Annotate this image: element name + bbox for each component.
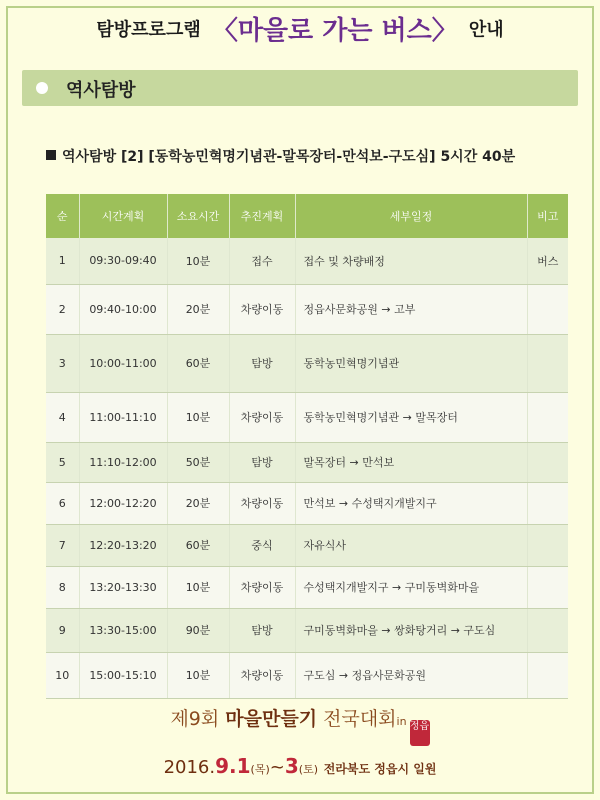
- table-row: [46, 392, 568, 442]
- header-cell-time: 시간계획: [79, 194, 167, 238]
- cell-duration: 10분: [167, 238, 229, 284]
- section-bar: [22, 70, 578, 106]
- table-row: [46, 442, 568, 482]
- section-title: 역사탐방: [66, 80, 136, 101]
- header-cell-plan: 추진계획: [229, 194, 295, 238]
- cell-note: [527, 482, 568, 524]
- city-seal-logo: 정읍: [410, 720, 430, 746]
- cell-no: 1: [46, 238, 79, 284]
- cell-note: [527, 652, 568, 698]
- event-footer: [0, 704, 600, 778]
- cell-no: 9: [46, 608, 79, 652]
- event-day-end: (토): [298, 763, 318, 776]
- cell-duration: 10분: [167, 392, 229, 442]
- cell-no: 4: [46, 392, 79, 442]
- cell-detail: 구미동벽화마을 → 쌍화탕거리 → 구도심: [295, 608, 527, 652]
- event-year: 2016.: [163, 757, 216, 778]
- cell-time: 12:00-12:20: [79, 482, 167, 524]
- cell-detail: 접수 및 차량배정: [295, 238, 527, 284]
- cell-detail: 자유식사: [295, 524, 527, 566]
- cell-duration: 20분: [167, 284, 229, 334]
- cell-no: 10: [46, 652, 79, 698]
- page-title: 〈마을로 가는 버스〉: [211, 16, 458, 46]
- cell-time: 09:30-09:40: [79, 238, 167, 284]
- table-row: [46, 566, 568, 608]
- cell-plan: 접수: [229, 238, 295, 284]
- table-row: [46, 284, 568, 334]
- event-date-start: 9.1: [215, 754, 251, 778]
- table-row: [46, 608, 568, 652]
- cell-duration: 90분: [167, 608, 229, 652]
- header-cell-note: 비고: [527, 194, 568, 238]
- cell-note: [527, 608, 568, 652]
- cell-detail: 만석보 → 수성택지개발지구: [295, 482, 527, 524]
- cell-plan: 차량이동: [229, 482, 295, 524]
- cell-plan: 탐방: [229, 608, 295, 652]
- program-label: 역사탐방 [2] [동학농민혁명기념관-말목장터-만석보-구도심] 5시간 40분: [62, 149, 516, 165]
- cell-plan: 차량이동: [229, 284, 295, 334]
- cell-duration: 20분: [167, 482, 229, 524]
- cell-plan: 탐방: [229, 442, 295, 482]
- cell-no: 6: [46, 482, 79, 524]
- cell-duration: 10분: [167, 652, 229, 698]
- cell-time: 13:20-13:30: [79, 566, 167, 608]
- cell-time: 11:00-11:10: [79, 392, 167, 442]
- cell-no: 5: [46, 442, 79, 482]
- cell-time: 11:10-12:00: [79, 442, 167, 482]
- page-header: [0, 10, 600, 52]
- cell-no: 8: [46, 566, 79, 608]
- cell-detail: 정읍사문화공원 → 고부: [295, 284, 527, 334]
- header-cell-detail: 세부일정: [295, 194, 527, 238]
- table-row: [46, 652, 568, 698]
- cell-plan: 탐방: [229, 334, 295, 392]
- cell-time: 13:30-15:00: [79, 608, 167, 652]
- cell-note: 버스: [527, 238, 568, 284]
- header-prefix: 탐방프로그램: [96, 19, 201, 41]
- cell-note: [527, 566, 568, 608]
- cell-note: [527, 392, 568, 442]
- cell-plan: 차량이동: [229, 566, 295, 608]
- event-title: [0, 704, 600, 746]
- cell-no: 7: [46, 524, 79, 566]
- cell-detail: 수성택지개발지구 → 구미동벽화마을: [295, 566, 527, 608]
- cell-time: 10:00-11:00: [79, 334, 167, 392]
- event-date: [0, 754, 600, 778]
- cell-detail: 동학농민혁명기념관: [295, 334, 527, 392]
- cell-plan: 차량이동: [229, 392, 295, 442]
- cell-duration: 50분: [167, 442, 229, 482]
- program-label-row: [46, 146, 515, 166]
- header-suffix: 안내: [468, 19, 504, 41]
- event-date-end: 3: [284, 754, 299, 778]
- table-row: [46, 238, 568, 284]
- cell-note: [527, 284, 568, 334]
- cell-no: 3: [46, 334, 79, 392]
- event-name: 마을만들기: [225, 708, 318, 730]
- cell-note: [527, 334, 568, 392]
- square-bullet-icon: [46, 150, 56, 160]
- event-in: in: [396, 715, 407, 728]
- header-cell-duration: 소요시간: [167, 194, 229, 238]
- event-prefix: 제9회: [170, 708, 220, 730]
- table-row: [46, 482, 568, 524]
- event-suffix: 전국대회: [323, 708, 397, 730]
- cell-note: [527, 442, 568, 482]
- cell-detail: 구도심 → 정읍사문화공원: [295, 652, 527, 698]
- cell-no: 2: [46, 284, 79, 334]
- event-date-tilde: ~: [269, 757, 285, 778]
- table-row: [46, 334, 568, 392]
- cell-time: 09:40-10:00: [79, 284, 167, 334]
- event-location: 전라북도 정읍시 일원: [323, 762, 437, 776]
- header-cell-no: 순: [46, 194, 79, 238]
- cell-note: [527, 524, 568, 566]
- cell-duration: 60분: [167, 334, 229, 392]
- cell-plan: 차량이동: [229, 652, 295, 698]
- cell-time: 15:00-15:10: [79, 652, 167, 698]
- cell-detail: 말목장터 → 만석보: [295, 442, 527, 482]
- bullet-icon: [36, 82, 48, 94]
- cell-detail: 동학농민혁명기념관 → 말목장터: [295, 392, 527, 442]
- cell-plan: 중식: [229, 524, 295, 566]
- cell-time: 12:20-13:20: [79, 524, 167, 566]
- schedule-table: [46, 194, 568, 699]
- table-header-row: [46, 194, 568, 238]
- event-day-start: (목): [250, 763, 270, 776]
- cell-duration: 60분: [167, 524, 229, 566]
- cell-duration: 10분: [167, 566, 229, 608]
- table-row: [46, 524, 568, 566]
